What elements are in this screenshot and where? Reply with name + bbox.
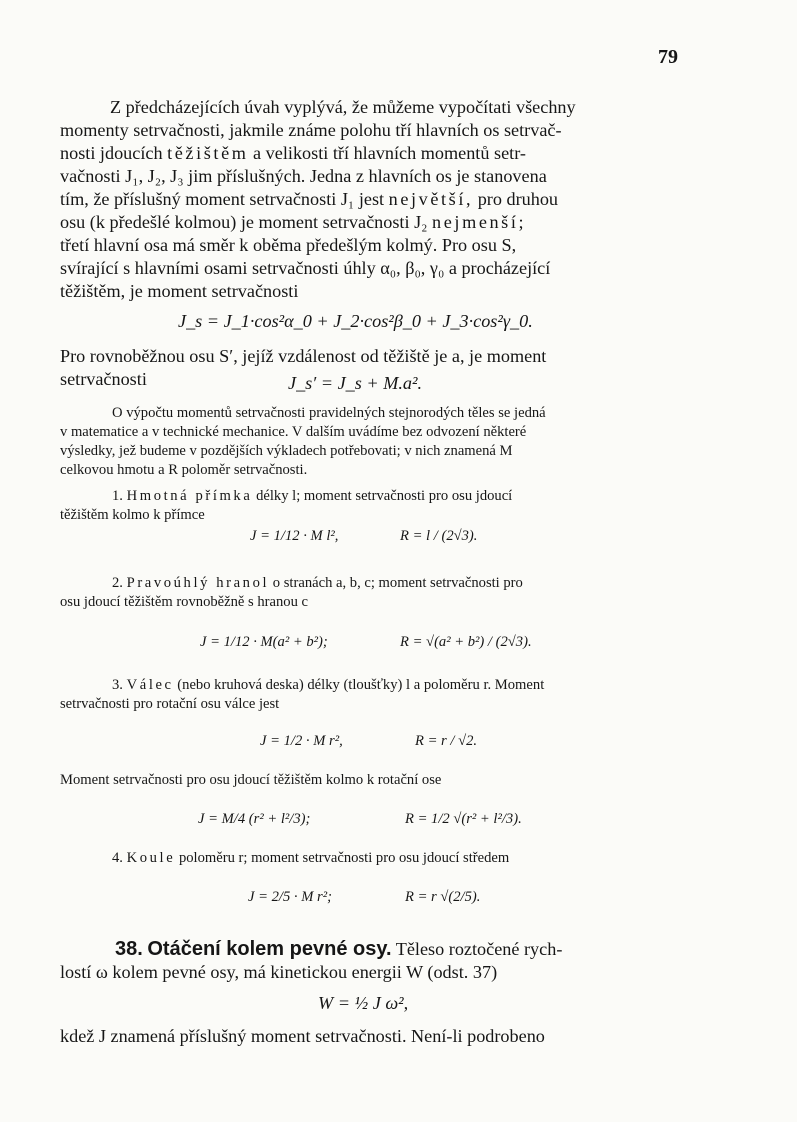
text-segment: (nebo kruhová deska) délky (tloušťky) l a poloměru r. Moment xyxy=(177,677,545,693)
text-line: těžištěm kolmo k přímce xyxy=(60,507,205,523)
text-segment: tím, že příslušný moment setrvačnosti J₁ jest xyxy=(60,189,385,209)
text-line xyxy=(112,676,544,695)
spaced-emphasis: těžištěm xyxy=(167,143,249,163)
item-number: 2. xyxy=(112,575,123,591)
text-segment: délky l; moment setrvačnosti pro osu jdoucí xyxy=(256,488,513,504)
text-line xyxy=(115,938,562,961)
text-line: osu jdoucí těžištěm rovnoběžně s hranou c xyxy=(60,594,309,610)
text-line: vačnosti J₁, J₂, J₃ jim příslušných. Jedna z hlavních os je stanovena xyxy=(60,166,547,186)
formula-item1-R: R = l / (2√3). xyxy=(400,528,478,544)
formula-moment-general: J_s = J_1·cos²α_0 + J_2·cos²β_0 + J_3·cos²γ_0. xyxy=(178,311,533,331)
text-line: momenty setrvačnosti, jakmile známe polohu tří hlavních os setrvač- xyxy=(60,120,562,140)
item-name: Válec xyxy=(126,677,174,693)
item-number: 4. xyxy=(112,850,123,866)
text-line: třetí hlavní osa má směr k oběma předešlým kolmý. Pro osu S, xyxy=(60,235,517,255)
text-line xyxy=(60,142,526,165)
item-number: 1. xyxy=(112,488,123,504)
formula-item3-R: R = r / √2. xyxy=(415,733,478,749)
text-line: O výpočtu momentů setrvačnosti pravidelných stejnorodých těles se jedná xyxy=(112,405,546,421)
formula-item4-J: J = 2/5 · M r²; xyxy=(248,889,332,905)
section-number: 38. xyxy=(115,938,143,960)
text-line: Z předcházejících úvah vyplývá, že můžeme vypočítati všechny xyxy=(110,97,576,117)
formula-parallel-axis: J_s′ = J_s + M.a². xyxy=(288,373,422,393)
spaced-emphasis: nejmenší; xyxy=(432,212,527,232)
text-segment: a velikosti tří hlavních momentů setr- xyxy=(253,143,526,163)
text-line: výsledky, jež budeme v pozdějších výkladech potřebovati; v nich znamená M xyxy=(60,443,513,459)
text-line: Moment setrvačnosti pro osu jdoucí těžištěm kolmo k rotační ose xyxy=(60,772,442,788)
formula-item2-J: J = 1/12 · M(a² + b²); xyxy=(200,634,328,650)
text-line: Pro rovnoběžnou osu S′, jejíž vzdálenost od těžiště je a, je moment xyxy=(60,346,547,366)
text-line: celkovou hmotu a R poloměr setrvačnosti. xyxy=(60,462,308,478)
text-segment: Těleso roztočené rych- xyxy=(395,939,563,959)
text-segment: o stranách a, b, c; moment setrvačnosti pro xyxy=(272,575,523,591)
formula-item1-J: J = 1/12 · M l², xyxy=(250,528,339,544)
text-line xyxy=(112,849,509,868)
item-name: Pravoúhlý hranol xyxy=(126,575,270,591)
formula-item2-R: R = √(a² + b²) / (2√3). xyxy=(400,634,532,650)
spaced-emphasis: největší, xyxy=(388,189,474,209)
item-number: 3. xyxy=(112,677,123,693)
formula-item4-R: R = r √(2/5). xyxy=(405,889,481,905)
text-line xyxy=(60,188,558,211)
formula-item3-perp-J: J = M/4 (r² + l²/3); xyxy=(198,811,311,827)
formula-item3-perp-R: R = 1/2 √(r² + l²/3). xyxy=(405,811,522,827)
formula-kinetic-energy: W = ½ J ω², xyxy=(318,993,409,1013)
text-segment: nosti jdoucích xyxy=(60,143,163,163)
text-segment: pro druhou xyxy=(477,189,559,209)
text-line xyxy=(112,574,523,593)
section-title: Otáčení kolem pevné osy. xyxy=(147,938,392,960)
text-segment: osu (k předešlé kolmou) je moment setrvačnosti J₂ xyxy=(60,212,428,232)
formula-item3-J: J = 1/2 · M r², xyxy=(260,733,343,749)
item-name: Hmotná přímka xyxy=(126,488,253,504)
text-line: setrvačnosti pro rotační osu válce jest xyxy=(60,696,280,712)
text-line xyxy=(60,211,526,234)
text-line: lostí ω kolem pevné osy, má kinetickou energii W (odst. 37) xyxy=(60,962,498,982)
text-line: kdež J znamená příslušný moment setrvačnosti. Není-li podrobeno xyxy=(60,1026,545,1046)
text-segment: poloměru r; moment setrvačnosti pro osu jdoucí středem xyxy=(178,850,510,866)
text-line: těžištěm, je moment setrvačnosti xyxy=(60,281,299,301)
text-line: v matematice a v technické mechanice. V dalším uvádíme bez odvození některé xyxy=(60,424,527,440)
text-line: setrvačnosti xyxy=(60,369,147,389)
text-line: svírající s hlavními osami setrvačnosti úhly α₀, β₀, γ₀ a procházející xyxy=(60,258,551,278)
text-line xyxy=(112,487,512,506)
page-number: 79 xyxy=(658,46,678,68)
item-name: Koule xyxy=(126,850,176,866)
